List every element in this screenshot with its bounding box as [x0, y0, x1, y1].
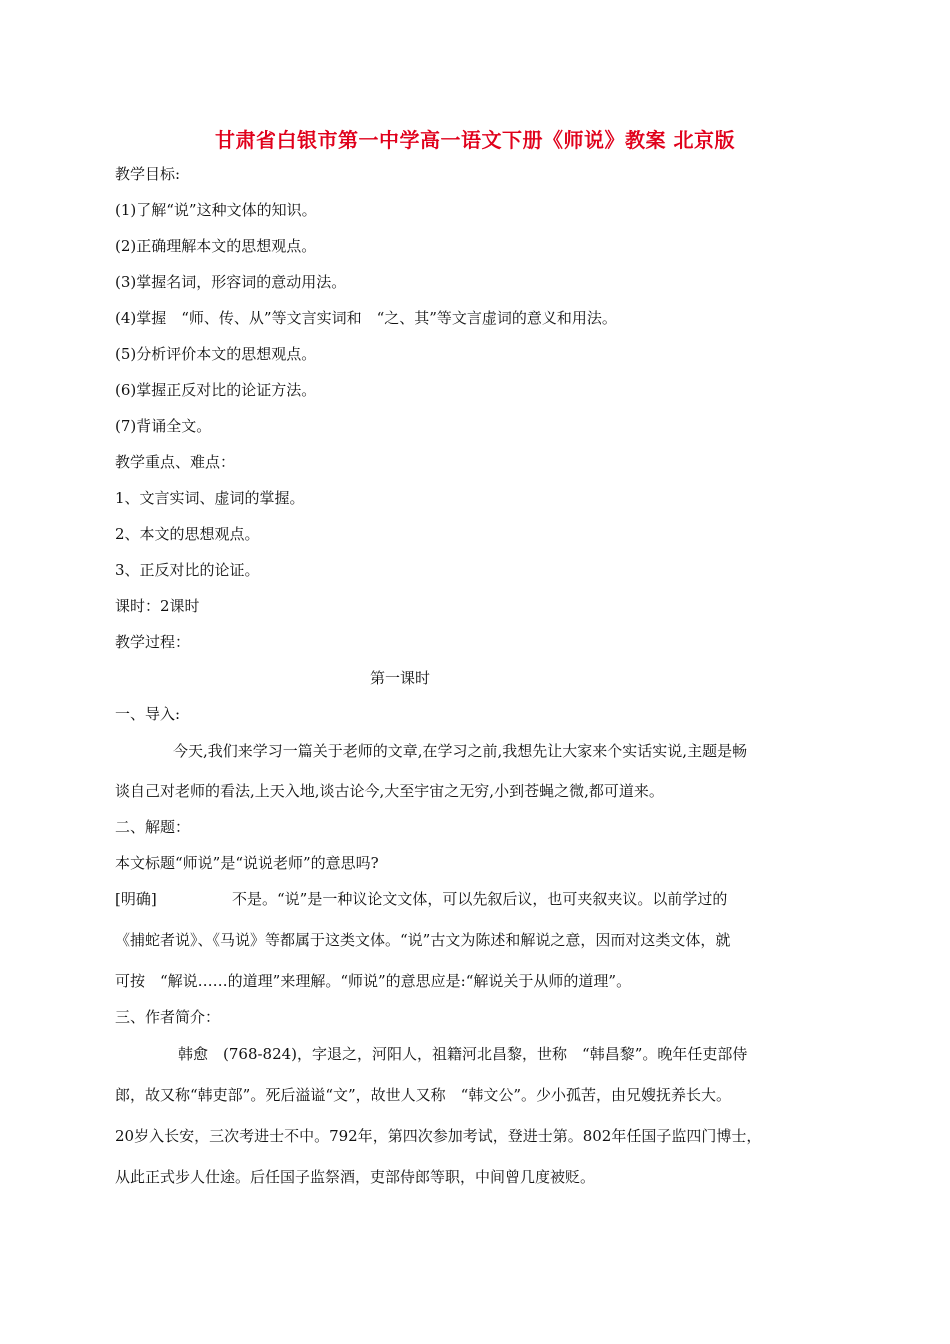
objective-item: (3)掌握名词，形容词的意动用法。 [115, 273, 347, 291]
document-title: 甘肃省白银市第一中学高一语文下册《师说》教案 北京版 [215, 128, 735, 152]
section1-paragraph-line: 谈自己对老师的看法,上天入地,谈古论今,大至宇宙之无穷,小到苍蝇之微,都可道来。 [115, 782, 664, 800]
section1-paragraph-line: 今天,我们来学习一篇关于老师的文章,在学习之前,我想先让大家来个实话实说,主题是畅 [173, 742, 748, 760]
answer-line: 可按 “解说……的道理”来理解。“师说”的意思应是:“解说关于从师的道理”。 [115, 972, 632, 990]
objective-item: (2)正确理解本文的思想观点。 [115, 237, 317, 255]
section3-heading: 三、作者简介： [115, 1008, 221, 1026]
key-point-item: 2、本文的思想观点。 [115, 525, 260, 543]
answer-line: 《捕蛇者说》、《马说》等都属于这类文体。“说”古文为陈述和解说之意，因而对这类文体，就 [115, 931, 731, 949]
objective-item: (6)掌握正反对比的论证方法。 [115, 381, 317, 399]
author-bio-line: 从此正式步人仕途。后任国子监祭酒，吏部侍郎等职，中间曾几度被贬。 [115, 1168, 596, 1186]
lesson-hours: 课时：2课时 [115, 597, 200, 615]
section1-heading: 一、导入: [115, 705, 181, 723]
section2-heading: 二、解题： [115, 818, 191, 836]
objective-item: (1)了解“说”这种文体的知识。 [115, 201, 317, 219]
objective-item: (4)掌握 “师、传、从”等文言实词和 “之、其”等文言虚词的意义和用法。 [115, 309, 617, 327]
first-lesson-heading: 第一课时 [369, 669, 430, 687]
key-points-heading: 教学重点、难点： [115, 453, 236, 471]
author-bio-line: 郎，故又称“韩吏部”。死后溢谥“文”，故世人又称 “韩文公”。少小孤苦，由兄嫂抚养长大。 [115, 1086, 732, 1104]
objective-item: (7)背诵全文。 [115, 417, 212, 435]
objective-item: (5)分析评价本文的思想观点。 [115, 345, 317, 363]
section2-question: 本文标题“师说”是“说说老师”的意思吗? [115, 854, 379, 872]
objectives-heading: 教学目标: [115, 165, 181, 183]
process-heading: 教学过程： [115, 633, 191, 651]
answer-label: [明确] [115, 890, 157, 908]
key-point-item: 3、正反对比的论证。 [115, 561, 260, 579]
key-point-item: 1、文言实词、虚词的掌握。 [115, 489, 305, 507]
answer-line: 不是。“说”是一种议论文文体，可以先叙后议，也可夹叙夹议。以前学过的 [232, 890, 728, 908]
author-bio-line: 20岁入长安，三次考进士不中。792年，第四次参加考试，登进士第。802年任国子监四门博士， [115, 1127, 762, 1145]
author-bio-line: 韩愈 (768-824)，字退之，河阳人，祖籍河北昌黎，世称 “韩昌黎”。晚年任吏部侍 [178, 1045, 748, 1063]
